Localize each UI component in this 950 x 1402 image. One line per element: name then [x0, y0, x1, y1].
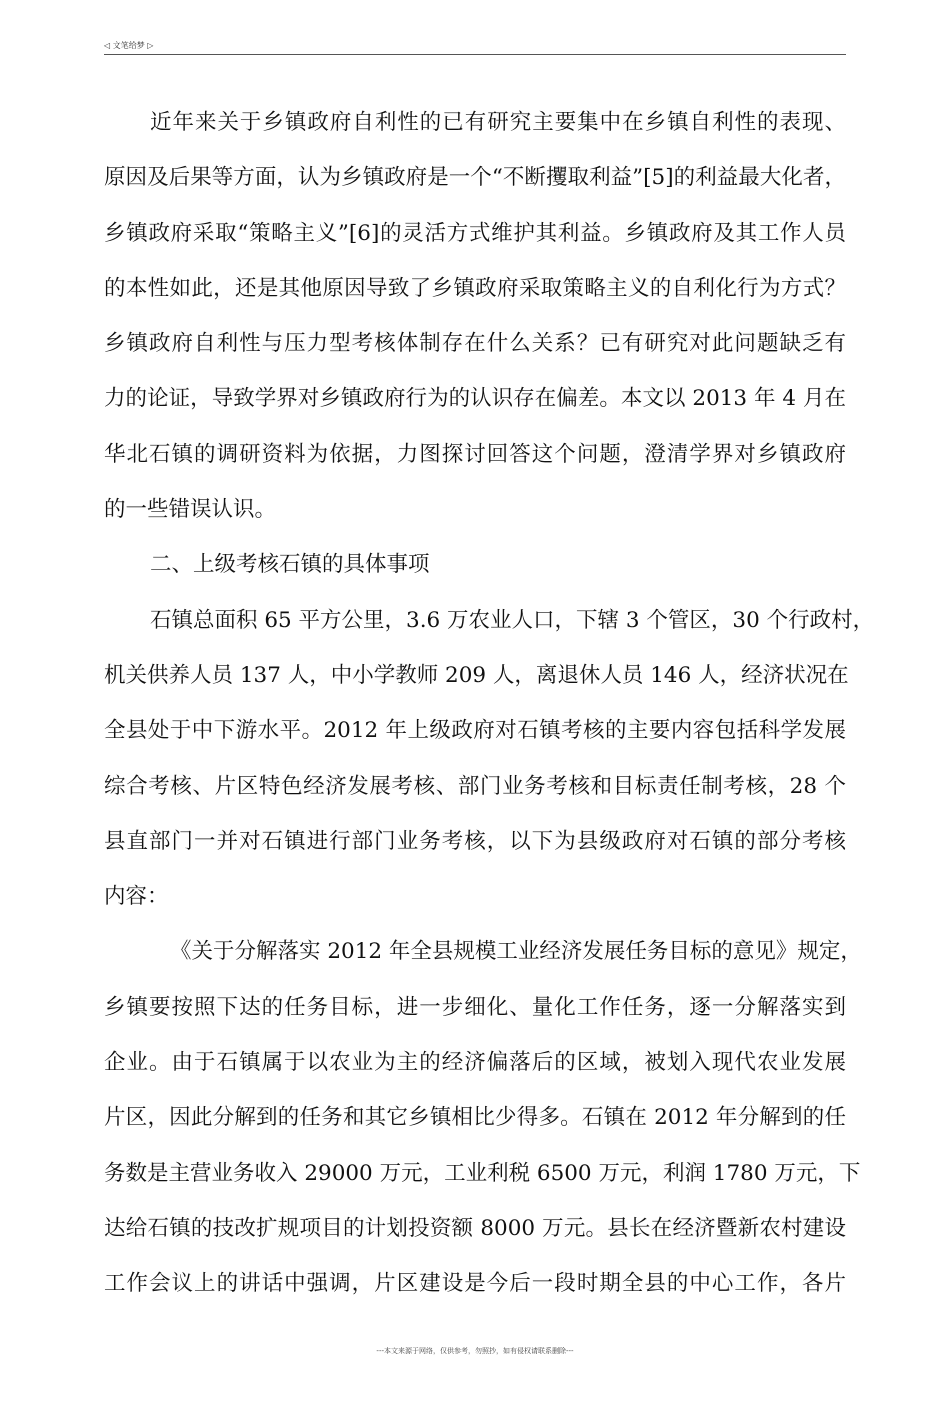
document-body — [104, 95, 875, 1312]
text-line: 机关供养人员 137 人，中小学教师 209 人，离退休人员 146 人，经济状况在 — [104, 662, 849, 688]
text-line: 乡镇要按照下达的任务目标，进一步细化、量化工作任务，逐一分解落实到 — [104, 994, 846, 1020]
text-line: 的本性如此，还是其他原因导致了乡镇政府采取策略主义的自利化行为方式？ — [104, 275, 846, 301]
text-line: 原因及后果等方面，认为乡镇政府是一个“不断攫取利益”[5]的利益最大化者， — [104, 165, 846, 191]
text-line: 的一些错误认识。 — [104, 497, 277, 523]
text-line: 县直部门一并对石镇进行部门业务考核，以下为县级政府对石镇的部分考核 — [104, 828, 846, 854]
text-line: 工作会议上的讲话中强调，片区建设是今后一段时期全县的中心工作，各片 — [104, 1271, 846, 1297]
page-footer: ---本文来源于网络，仅供参考，勿照抄，如有侵权请联系删除--- — [376, 1347, 574, 1355]
text-line: 企业。由于石镇属于以农业为主的经济偏落后的区域，被划入现代农业发展 — [104, 1050, 846, 1076]
page-header: ◁ 文笔给梦 ▷ — [104, 41, 154, 50]
text-line: 乡镇政府采取“策略主义”[6]的灵活方式维护其利益。乡镇政府及其工作人员 — [104, 220, 846, 246]
text-line: 达给石镇的技改扩规项目的计划投资额 8000 万元。县长在经济暨新农村建设 — [104, 1215, 846, 1241]
text-line: 片区，因此分解到的任务和其它乡镇相比少得多。石镇在 2012 年分解到的任 — [104, 1105, 846, 1131]
text-line: 近年来关于乡镇政府自利性的已有研究主要集中在乡镇自利性的表现、 — [150, 110, 846, 135]
text-line: 全县处于中下游水平。2012 年上级政府对石镇考核的主要内容包括科学发展 — [104, 718, 846, 744]
text-line: 综合考核、片区特色经济发展考核、部门业务考核和目标责任制考核，28 个 — [104, 773, 846, 799]
text-line: 《关于分解落实 2012 年全县规模工业经济发展任务目标的意见》规定， — [170, 939, 862, 965]
text-line: 力的论证，导致学界对乡镇政府行为的认识存在偏差。本文以 2013 年 4 月在 — [104, 386, 846, 412]
section-heading: 二、上级考核石镇的具体事项 — [150, 552, 430, 578]
text-line: 务数是主营业务收入 29000 万元，工业利税 6500 万元，利润 1780 万元，下 — [104, 1160, 861, 1186]
text-line: 石镇总面积 65 平方公里，3.6 万农业人口，下辖 3 个管区，30 个行政村， — [150, 607, 875, 633]
text-line: 内容： — [104, 884, 169, 910]
text-line: 乡镇政府自利性与压力型考核体制存在什么关系？已有研究对此问题缺乏有 — [104, 331, 846, 357]
text-line: 华北石镇的调研资料为依据，力图探讨回答这个问题，澄清学界对乡镇政府 — [104, 441, 846, 467]
header-divider — [104, 54, 846, 55]
